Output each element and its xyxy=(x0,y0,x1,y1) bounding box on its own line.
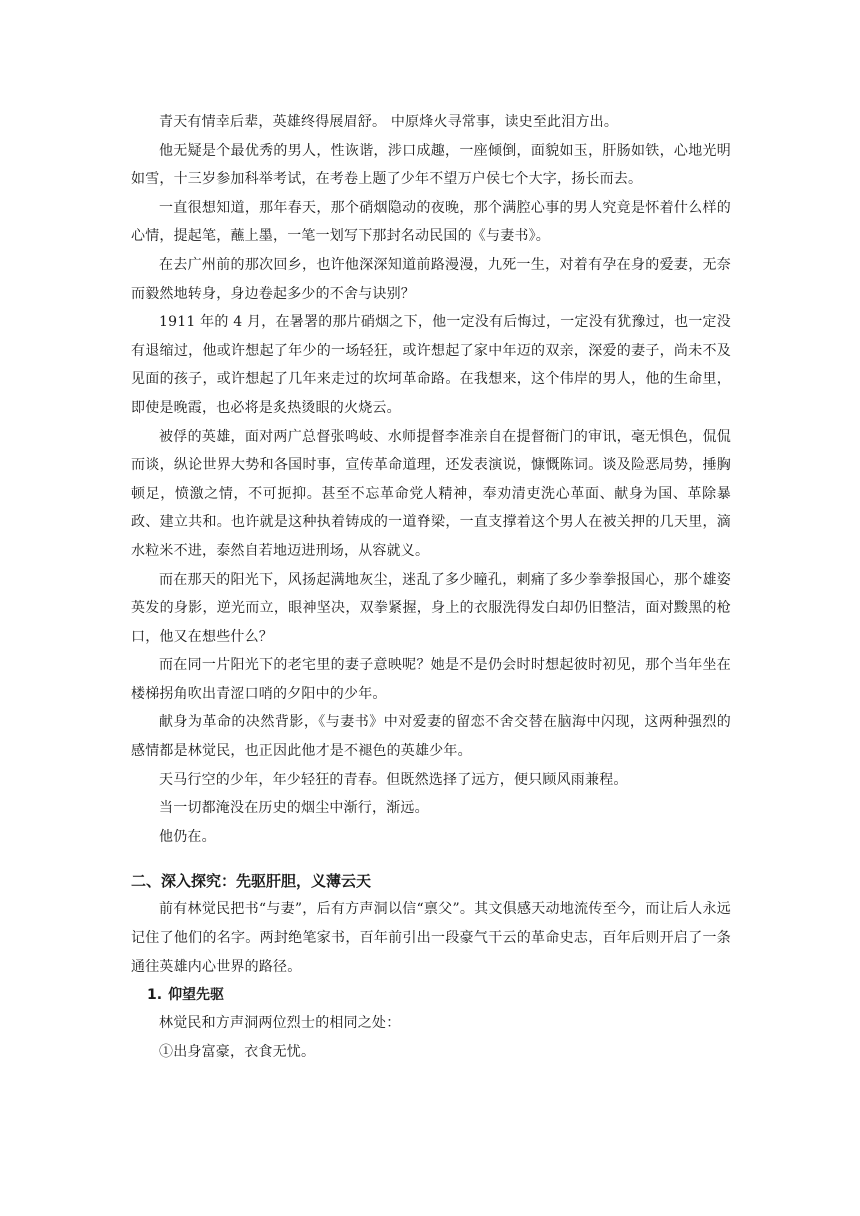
paragraph-character: 他无疑是个最优秀的男人，性诙谐，涉口成趣，一座倾倒，面貌如玉，肝肠如铁，心地光明如雪，十三岁参加科举考试，在考卷上题了少年不望万户侯七个大字，扬长而去。 xyxy=(131,142,731,188)
sub-heading-number: 1. xyxy=(147,987,163,1004)
paragraph-farewell: 在去广州前的那次回乡，也许他深深知道前路漫漫，九死一生，对着有孕在身的爱妻，无奈而毅然地转身，身边卷起多少的不舍与诀别？ xyxy=(131,256,731,302)
section-intro: 前有林觉民把书“与妻”，后有方声洞以信“禀父”。其文俱感天动地流传至今，而让后人永远记住了他们的名字。两封绝笔家书，百年前引出一段豪气干云的革命史志，百年后则开启了一条通往英雄内心世界的路径。 xyxy=(131,901,731,975)
paragraph-still-here: 他仍在。 xyxy=(159,828,216,845)
paragraph-youth: 天马行空的少年，年少轻狂的青春。但既然选择了远方，便只顾风雨兼程。 xyxy=(159,771,628,788)
paragraph-emotions: 献身为革命的决然背影，《与妻书》中对爱妻的留恋不舍交替在脑海中闪现，这两种强烈的感情都是林觉民，也正因此他才是不褪色的英雄少年。 xyxy=(131,714,731,760)
sub-heading-title: 仰望先驱 xyxy=(168,987,225,1004)
paragraph-history: 当一切都淹没在历史的烟尘中渐行，渐远。 xyxy=(159,800,429,817)
sub-heading xyxy=(131,981,731,1009)
paragraph-1911: 1911 年的 4 月，在暑署的那片硝烟之下，他一定没有后悔过，一定没有犹豫过，也一定没有退缩过，他或许想起了年少的一场轻狂，或许想起了家中年迈的双亲，深爱的妻子，尚未不及见面的孩子，或许想起了几年来走过的坎坷革命路。在我想来，这个伟岸的男人，他的生命里，即使是晚霞，也必将是炙热烫眼的火烧云。 xyxy=(131,314,731,416)
document-page xyxy=(131,108,731,1066)
paragraph-poem: 青天有情幸后辈，英雄终得展眉舒。 中原烽火寻常事，读史至此泪方出。 xyxy=(159,114,619,130)
paragraph-wife: 而在同一片阳光下的老宅里的妻子意映呢？她是不是仍会时时想起彼时初见，那个当年坐在楼梯拐角吹出青涩口哨的夕阳中的少年。 xyxy=(131,657,731,702)
sub-line-item-1: ①出身富豪，衣食无忧。 xyxy=(159,1043,316,1060)
paragraph-trial: 被俘的英雄，面对两广总督张鸣岐、水师提督李准亲自在提督衙门的审讯，毫无惧色，侃侃而谈，纵论世界大势和各国时事，宣传革命道理，还发表演说，慷慨陈词。谈及险恶局势，捶胸顿足，愤激之情，不可扼抑。甚至不忘革命党人精神，奉劝清吏洗心革面、献身为国、革除暴政、建立共和。也许就是这种执着铸成的一道脊梁，一直支撑着这个男人在被关押的几天里，滴水粒米不进，泰然自若地迈进刑场，从容就义。 xyxy=(131,428,731,559)
sub-line-common: 林觉民和方声洞两位烈士的相同之处： xyxy=(159,1015,401,1032)
section-heading: 二、深入探究：先驱肝胆，义薄云天 xyxy=(131,872,372,891)
paragraph-letter-night: 一直很想知道，那年春天，那个硝烟隐动的夜晚，那个满腔心事的男人究竟是怀着什么样的心情，提起笔，蘸上墨，一笔一划写下那封名动民国的《与妻书》。 xyxy=(131,199,731,245)
paragraph-execution: 而在那天的阳光下，风扬起满地灰尘，迷乱了多少瞳孔，刺痛了多少拳拳报国心，那个雄姿英发的身影，逆光而立，眼神坚决，双拳紧握，身上的衣服洗得发白却仍旧整洁，面对黢黑的枪口，他又在想些什么？ xyxy=(131,571,731,645)
